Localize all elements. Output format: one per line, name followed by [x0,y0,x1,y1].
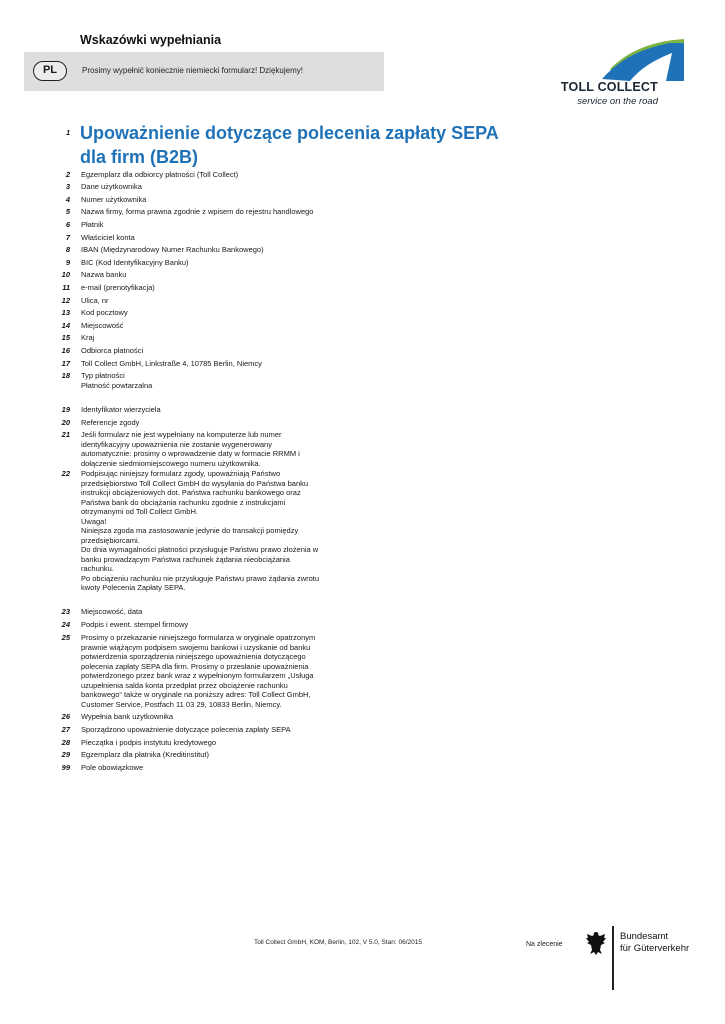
item-text: Nazwa firmy, forma prawna zgodnie z wpisem do rejestru handlowego [81,207,314,216]
item-text: Miejscowość [81,321,124,330]
item-number: 21 [61,430,70,439]
item-text: Wypełnia bank użytkownika [81,712,174,721]
item-number: 24 [61,620,70,629]
item-text: Ulica, nr [81,296,109,305]
item-number: 2 [65,170,70,179]
footer-commission: Na zlecenie [526,941,563,948]
federal-eagle-icon [585,929,607,957]
document-title: Upoważnienie dotyczące polecenia zapłaty SEPA dla firm (B2B) [80,123,499,167]
item-text: Nazwa banku [81,270,127,279]
item-text: Pole obowiązkowe [81,763,144,772]
item-text: Miejscowość, data [81,607,143,616]
item-number: 18 [61,371,70,380]
item-number: 4 [65,195,70,204]
item-text: Numer użytkownika [81,195,147,204]
item-number: 23 [61,607,70,616]
item-number: 7 [65,233,70,242]
item-number: 29 [61,750,70,759]
item-number: 19 [61,405,70,414]
item-number: 11 [62,283,70,292]
item-text: Jeśli formularz nie jest wypełniany na komputerze lub numer identyfikacyjny upoważnienia nie zostanie wygenerowany automatycznie: prosimy o wprowadzenie daty w formacie RRMM i dołączenie siedmiomiejscowego numeru użytkownika. [81,430,300,468]
title-number: 1 [66,130,70,137]
item-text: Podpis i ewent. stempel firmowy [81,620,189,629]
item-text: Pieczątka i podpis instytutu kredytowego [81,738,217,747]
footer-imprint: Toll Collect GmbH, KOM, Berlin, 102, V 5.0, Stan: 06/2015 [254,939,422,946]
item-text: Podpisując niniejszy formularz zgody, upoważniają Państwo przedsiębiorstwo Toll Collect GmbH do wysyłania do Państwa banku instrukcji obciążeniowych dot. Państwa rachunku bankowego oraz Państwa bank do obciążania rachunku zgodnie z instrukcjami otrzymanymi od Toll Collect GmbH. Uwaga! Niniejsza zgoda ma zastosowanie jedynie do transakcji pomiędzy przedsiębiorcami. Do dnia wymagalności płatności przysługuje Państwu prawo złożenia w banku prowadzącym Państwa rachunek żądania nieobciążania rachunku. Po obciążeniu rachunku nie przysługuje Państwu prawo żądania zwrotu kwoty Polecenia Zapłaty SEPA. [81,469,320,592]
item-text: Prosimy o przekazanie niniejszego formularza w oryginale opatrzonym prawnie wiążącym podpisem swojemu bankowi i uzyskanie od banku potwierdzenia sporządzenia niniejszego upoważnienia dotyczącego polecenia zapłaty SEPA dla firm. Prosimy o przesłanie upoważnienia potwierdzonego przez bank wraz z wypełnionym formularzem „Usługa uzupełnienia salda konta przedpłat przez obciążenie rachunku bankowego“ także w oryginale na poniższy adres: Toll Collect GmbH, Customer Service, Postfach 11 03 29, 10833 Berlin, Niemcy. [81,633,316,709]
item-text: Typ płatności Płatność powtarzalna [81,371,153,390]
language-badge: PL [33,61,67,81]
item-number: 15 [61,333,70,342]
notice-text: Prosimy wypełnić koniecznie niemiecki formularz! Dziękujemy! [82,66,303,75]
item-text: Egzemplarz dla płatnika (Kreditinstitut) [81,750,209,759]
authority-divider [612,926,614,990]
toll-collect-logo-icon [600,35,684,81]
item-text: Odbiorca płatności [81,346,144,355]
logo-tagline: service on the road [577,96,658,107]
item-text: Dane użytkownika [81,182,142,191]
item-text: Płatnik [81,220,104,229]
item-number: 12 [61,296,70,305]
item-number: 13 [61,308,70,317]
item-text: Właściciel konta [81,233,135,242]
item-number: 3 [65,182,70,191]
item-text: Sporządzono upoważnienie dotyczące polecenia zapłaty SEPA [81,725,291,734]
item-number: 22 [61,469,70,478]
item-number: 16 [61,346,70,355]
notice-bar [24,52,384,91]
item-text: IBAN (Międzynarodowy Numer Rachunku Bankowego) [81,245,264,254]
item-number: 27 [61,725,70,734]
item-number: 5 [65,207,70,216]
item-number: 25 [61,633,70,642]
item-number: 9 [65,258,70,267]
item-text: Kod pocztowy [81,308,128,317]
item-text: Egzemplarz dla odbiorcy płatności (Toll Collect) [81,170,239,179]
item-number: 26 [61,712,70,721]
item-number: 14 [61,321,70,330]
authority-name: Bundesamt für Güterverkehr [620,931,690,954]
item-number: 20 [61,418,70,427]
logo-name: TOLL COLLECT [560,80,658,94]
item-number: 99 [61,763,70,772]
item-number: 10 [61,270,70,279]
header-title: Wskazówki wypełniania [80,33,222,47]
item-text: Kraj [81,333,95,342]
item-text: BIC (Kod Identyfikacyjny Banku) [81,258,189,267]
item-number: 28 [61,738,70,747]
item-text: Identyfikator wierzyciela [81,405,161,414]
item-number: 6 [65,220,70,229]
item-text: Referencje zgody [81,418,140,427]
item-text: Toll Collect GmbH, Linkstraße 4, 10785 Berlin, Niemcy [81,359,262,368]
item-text: e-mail (prenotyfikacja) [81,283,155,292]
item-number: 17 [61,359,70,368]
item-number: 8 [65,245,70,254]
